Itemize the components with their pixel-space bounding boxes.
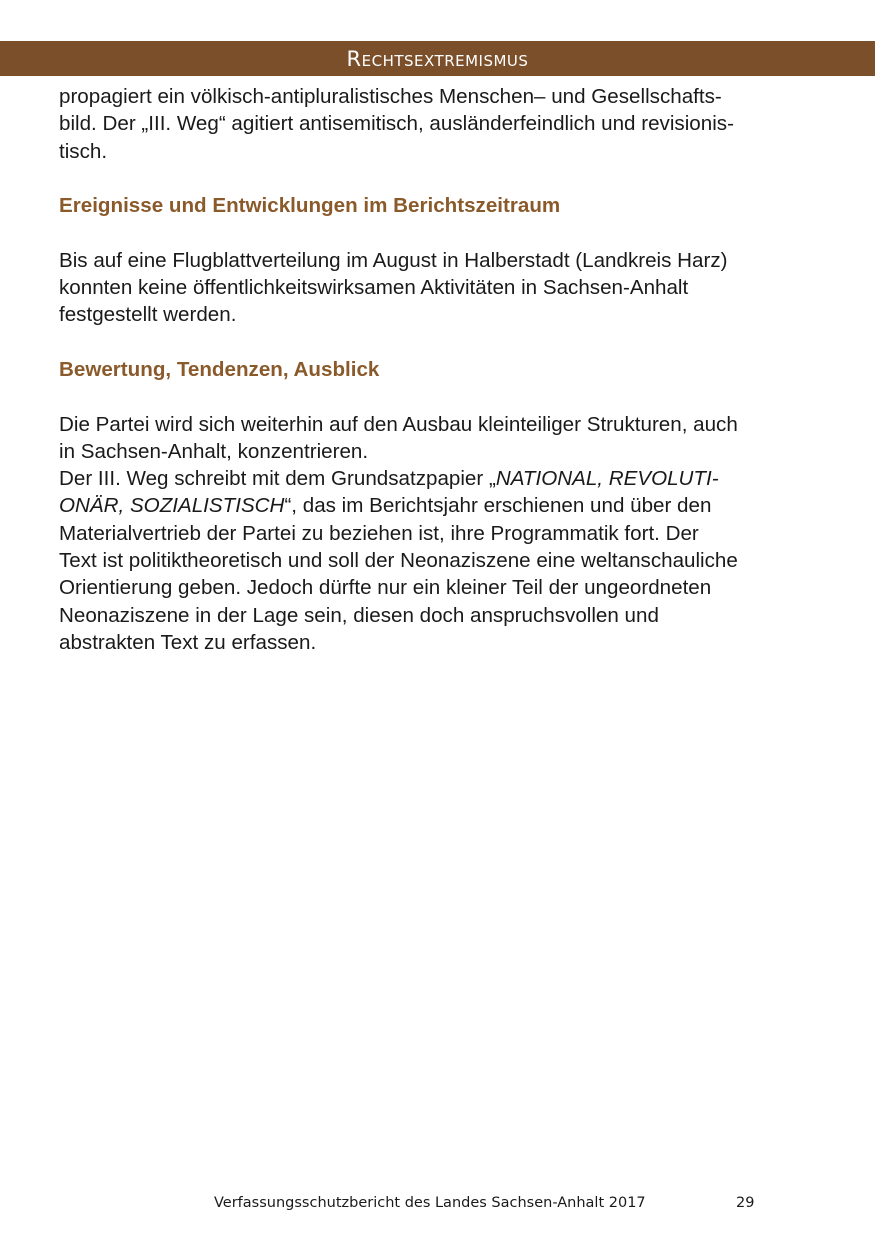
body-line	[59, 465, 829, 492]
body-line: abstrakten Text zu erfassen.	[59, 630, 317, 654]
page-number: 29	[736, 1195, 755, 1211]
running-header-title: Rechtsextremismus	[346, 47, 529, 71]
document-title-italic: ONÄR, SOZIALISTISCH	[59, 494, 285, 518]
section-heading-events: Ereignisse und Entwicklungen im Berichtszeitraum	[59, 194, 561, 218]
document-title-italic: NATIONAL, REVOLUTI-	[495, 467, 719, 491]
intro-paragraph	[59, 83, 829, 165]
body-line	[59, 492, 829, 519]
body-line: festgestellt werden.	[59, 303, 237, 327]
assessment-paragraph	[59, 411, 829, 657]
body-text: “, das im Berichtsjahr erschienen und über den	[284, 494, 712, 518]
running-header-band	[0, 41, 875, 76]
events-paragraph	[59, 247, 829, 329]
body-line: Materialvertrieb der Partei zu beziehen ist, ihre Programmatik fort. Der	[59, 521, 699, 545]
body-line: konnten keine öffentlichkeitswirksamen Aktivitäten in Sachsen-Anhalt	[59, 276, 689, 300]
footer-publication-title: Verfassungsschutzbericht des Landes Sachsen-Anhalt 2017	[214, 1195, 646, 1211]
body-text: Der III. Weg schreibt mit dem Grundsatzpapier „	[59, 467, 496, 491]
body-line: in Sachsen-Anhalt, konzentrieren.	[59, 439, 369, 463]
body-line: Neonaziszene in der Lage sein, diesen doch anspruchsvollen und	[59, 603, 659, 627]
body-line: Die Partei wird sich weiterhin auf den Ausbau kleinteiliger Strukturen, auch	[59, 412, 738, 436]
section-heading-assessment: Bewertung, Tendenzen, Ausblick	[59, 357, 380, 381]
body-line: tisch.	[59, 139, 108, 163]
body-line: bild. Der „III. Weg“ agitiert antisemitisch, ausländerfeindlich und revisionis-	[59, 112, 734, 136]
body-line: Orientierung geben. Jedoch dürfte nur ein kleiner Teil der ungeordneten	[59, 576, 712, 600]
body-line: Text ist politiktheoretisch und soll der Neonaziszene eine weltanschauliche	[59, 549, 738, 573]
body-line: Bis auf eine Flugblattverteilung im August in Halberstadt (Landkreis Harz)	[59, 248, 728, 272]
page-body	[59, 83, 829, 656]
body-line: propagiert ein völkisch-antipluralistisches Menschen– und Gesellschafts-	[59, 85, 722, 108]
